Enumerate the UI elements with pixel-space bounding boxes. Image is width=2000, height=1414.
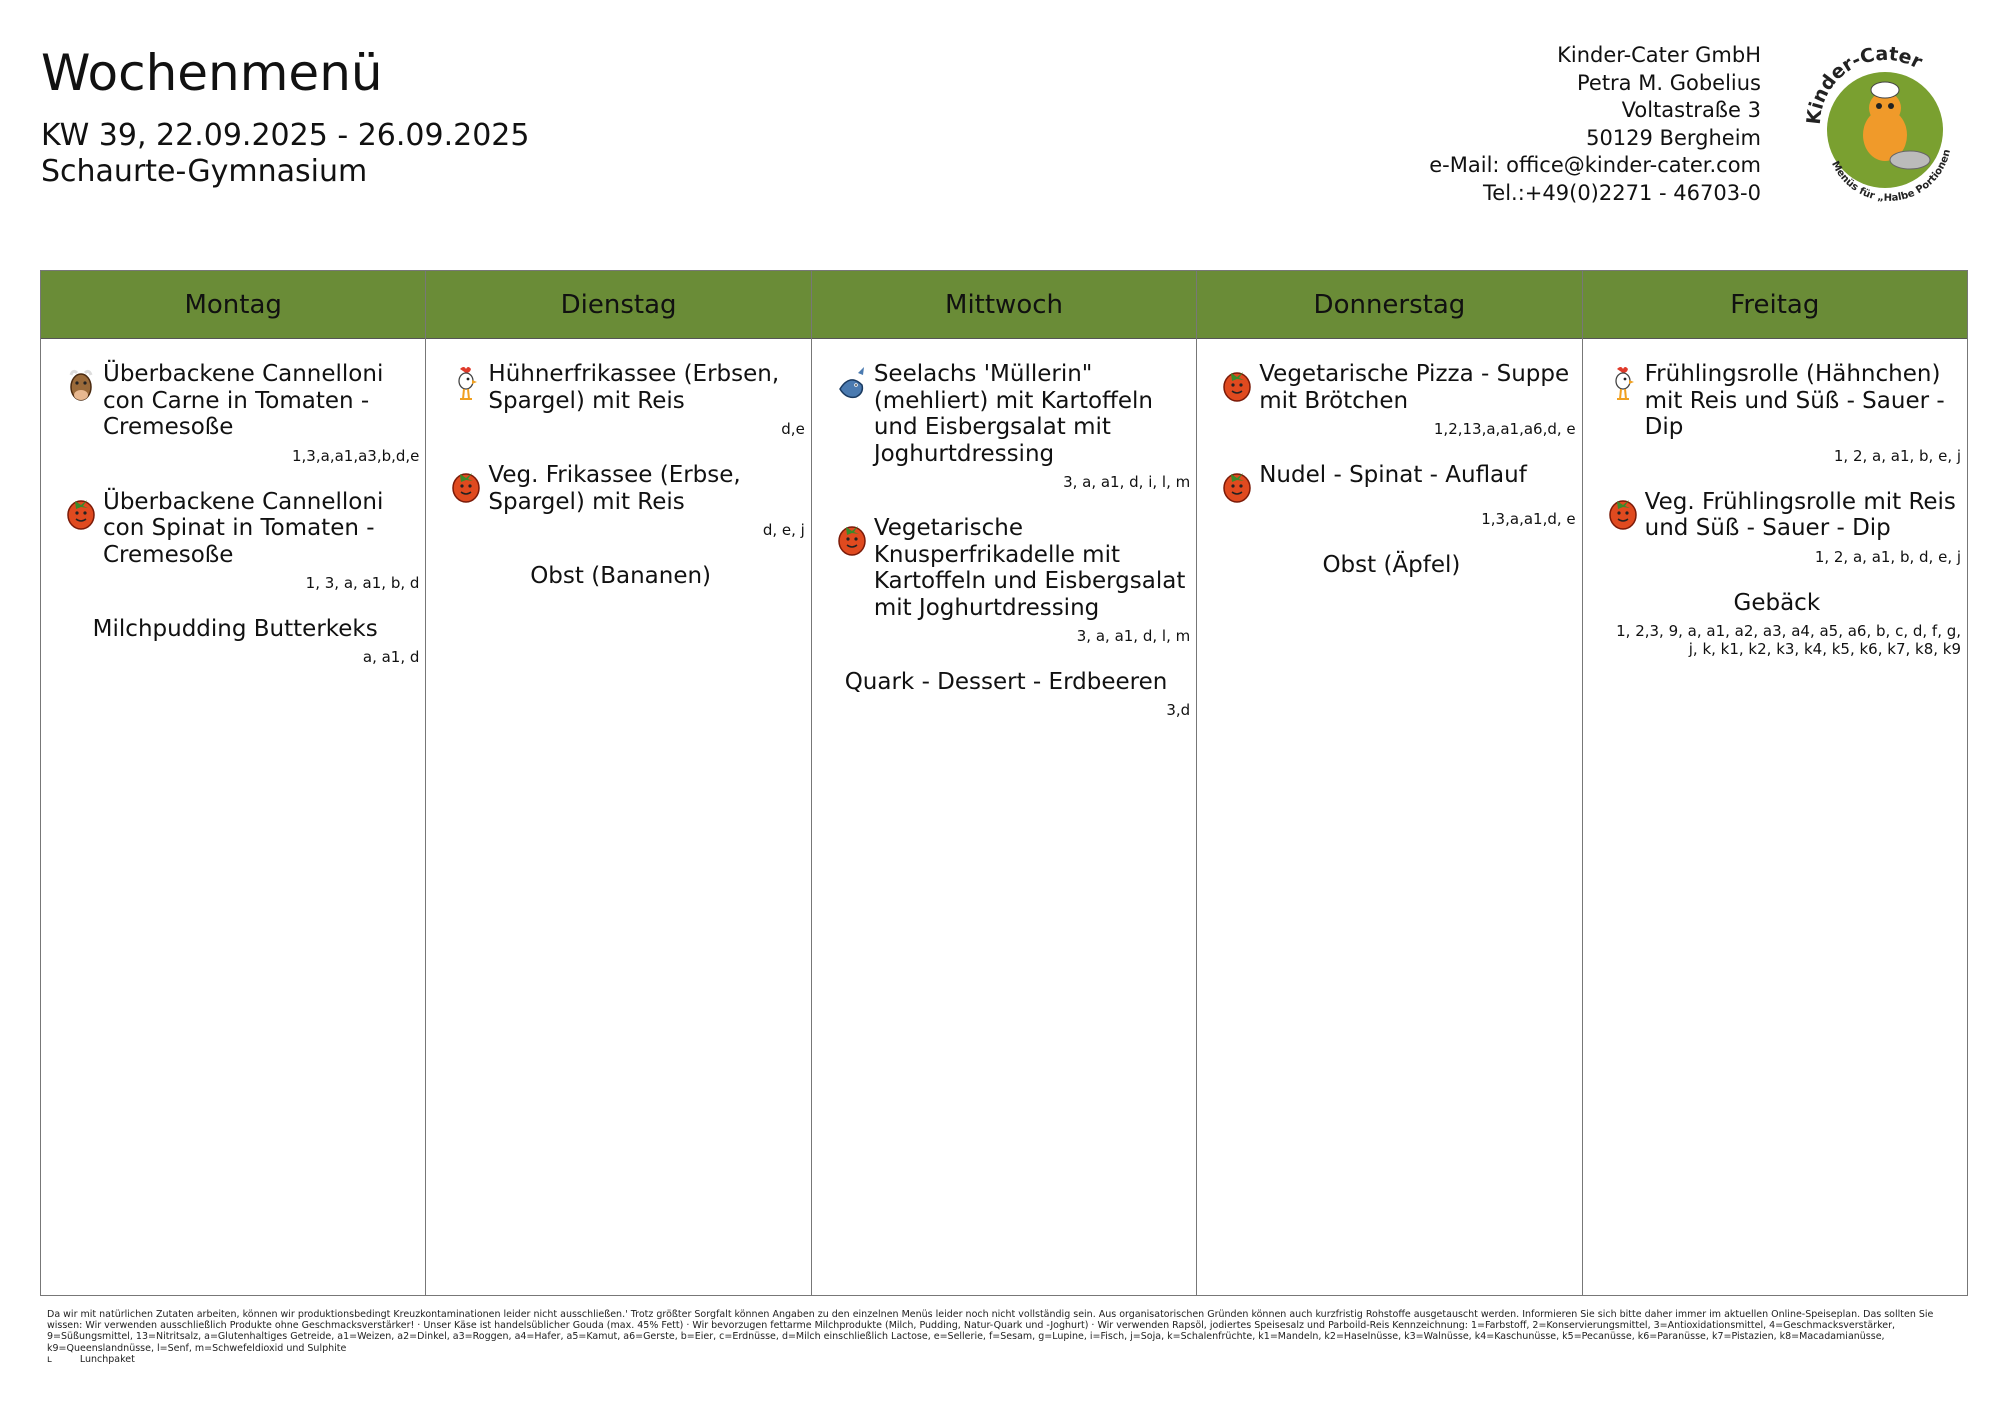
logo-brand: Kinder-Cater [1802,42,1926,126]
allergen-footnote: Da wir mit natürlichen Zutaten arbeiten, können wir produktionsbedingt Kreuzkontaminationen leider nicht ausschließen.' Trotz größter Sorgfalt können Angaben zu den einzelnen Menüs leider noch nicht vollständig sein. Aus organisatorischen Gründen können auch kurzfristig Rohstoffe ausgetauscht werden. Informieren Sie sich bitte daher immer im aktuellen Online-Speiseplan. Das sollten Sie wissen: Wir verwenden ausschließlich Produkte ohne Geschmacksverstärker! · Unser Käse ist handelsüblicher Gouda (max. 45% Fett) · Wir bevorzugen fettarme Milchprodukte (Milch, Pudding, Natur-Quark und -Joghurt) · Wir verwenden Rapsöl, jodiertes Speisesalz und Parboild-Reis Kennzeichnung: 1=Farbstoff, 2=Konservierungsmittel, 3=Antioxidationsmittel, 4=Geschmacksverstärker, 9=Süßungsmittel, 13=Nitritsalz, a=Glutenhaltiges Getreide, a1=Weizen, a2=Dinkel, a3=Roggen, a4=Hafer, a5=Kamut, a6=Gerste, b=Eier, c=Erdnüsse, d=Milch einschließlich Lactose, e=Sellerie, f=Sesam, g=Lupine, i=Fisch, j=Soja, k=Schalenfrüchte, k1=Mandeln, k2=Haselnüsse, k3=Walnüsse, k4=Kaschunüsse, k5=Pecanüsse, k6=Paranüsse, k7=Pistazien, k8=Macadamianüsse, k9=Queenslandnüsse, l=Senf, m=Schwefeldioxid und Sulphite [47,1309,1934,1354]
dessert-allergens: 1, 2,3, 9, a, a1, a2, a3, a4, a5, a6, b, c, d, f, g, j, k, k1, k2, k3, k4, k5, k6, k7, k8, k9 [1616,621,1962,658]
meal-item [836,515,1190,621]
tomato-icon [65,491,99,531]
meal-item [836,361,1190,467]
logo-icon [1800,40,1970,210]
meal-name: Veg. Frikassee (Erbse, Spargel) mit Reis [488,462,741,515]
email: e-Mail: office@kinder-cater.com [1429,153,1761,177]
day-column-mittwoch [811,271,1196,1295]
meal-name: Vegetarische Knusperfrikadelle mit Kartoffeln und Eisbergsalat mit Joghurtdressing [873,515,1186,621]
contact-person: Petra M. Gobelius [1576,70,1761,95]
menu-grid [40,270,1968,1296]
meal-item [1607,489,1961,542]
dessert: Obst (Äpfel) [1322,552,1461,578]
company-logo [1800,40,1970,210]
meal-item [1221,361,1575,414]
meal-name: Hühnerfrikassee (Erbsen, Spargel) mit Reis [488,361,780,414]
meal-item [1607,361,1961,441]
dessert: Gebäck [1733,589,1821,616]
meal-item [65,489,419,569]
company-name: Kinder-Cater GmbH [1557,43,1761,67]
street: Voltastraße 3 [1621,98,1761,122]
meal-name: Vegetarische Pizza - Suppe mit Brötchen [1259,361,1570,414]
day-body [812,339,1196,1295]
meal-name: Nudel - Spinat - Auflauf [1259,462,1527,488]
lunch-note: ʟ Lunchpaket [47,1354,135,1365]
meal-item [450,361,804,414]
day-header: Mittwoch [812,271,1196,339]
meal-allergens: 1, 3, a, a1, b, d [305,574,420,592]
day-header: Dienstag [426,271,810,339]
day-body [1583,339,1967,1295]
day-body [41,339,425,1295]
meal-item [450,462,804,515]
meal-allergens: 1,3,a,a1,d, e [1481,510,1576,528]
meal-name: Überbackene Cannelloni con Carne in Tomaten - Cremesoße [103,361,384,440]
meal-allergens: 1,3,a,a1,a3,b,d,e [292,446,420,465]
meal-allergens: 1,2,13,a,a1,a6,d, e [1433,420,1576,438]
meal-name: Überbackene Cannelloni con Spinat in Tomaten - Cremesoße [103,488,384,568]
meal-item [1221,462,1575,504]
meal-name: Seelachs 'Müllerin" (mehliert) mit Kartoffeln und Eisbergsalat mit Joghurtdressing [873,361,1154,467]
day-column-freitag [1582,271,1967,1295]
phone: Tel.:+49(0)2271 - 46703-0 [1483,180,1761,205]
company-address [1429,42,1761,207]
school-name: Schaurte-Gymnasium [41,154,368,189]
meal-name: Frühlingsrolle (Hähnchen) mit Reis und Süß - Sauer - Dip [1644,361,1945,440]
page-title: Wochenmenü [41,44,383,102]
city: 50129 Bergheim [1586,125,1761,150]
day-header: Freitag [1583,271,1967,339]
meal-allergens: 3, a, a1, d, l, m [1076,627,1191,645]
chicken-icon [450,363,484,403]
logo-tagline: Menüs für „Halbe Portionen [1829,148,1953,204]
meal-allergens: d,e [781,420,805,438]
day-body [1197,339,1581,1295]
day-column-dienstag [425,271,810,1295]
day-column-montag [41,271,425,1295]
dessert: Obst (Bananen) [530,563,712,589]
day-header: Donnerstag [1197,271,1581,339]
meal-allergens: d, e, j [762,521,805,539]
subtitle [41,118,529,190]
chicken-icon [1607,363,1641,403]
dessert-allergens: 3,d [1166,701,1191,719]
meal-allergens: 1, 2, a, a1, b, d, e, j [1814,547,1962,566]
tomato-icon [1221,363,1255,403]
day-header: Montag [41,271,425,339]
fish-icon [836,363,870,403]
lunch-label: Lunchpaket [79,1354,135,1365]
tomato-icon [450,464,484,504]
dessert: Quark - Dessert - Erdbeeren [844,669,1168,695]
day-column-donnerstag [1196,271,1581,1295]
meal-allergens: 1, 2, a, a1, b, e, j [1833,446,1962,465]
meal-item [65,361,419,441]
week-range: KW 39, 22.09.2025 - 26.09.2025 [41,118,530,153]
tomato-icon [1221,464,1255,504]
dessert: Milchpudding Butterkeks [92,616,378,642]
cow-icon [65,363,99,403]
meal-allergens: 3, a, a1, d, i, l, m [1063,473,1191,491]
dessert-allergens: a, a1, d [362,648,420,666]
day-body [426,339,810,1295]
tomato-icon [1607,491,1641,531]
tomato-icon [836,517,870,557]
meal-name: Veg. Frühlingsrolle mit Reis und Süß - Sauer - Dip [1644,488,1956,541]
